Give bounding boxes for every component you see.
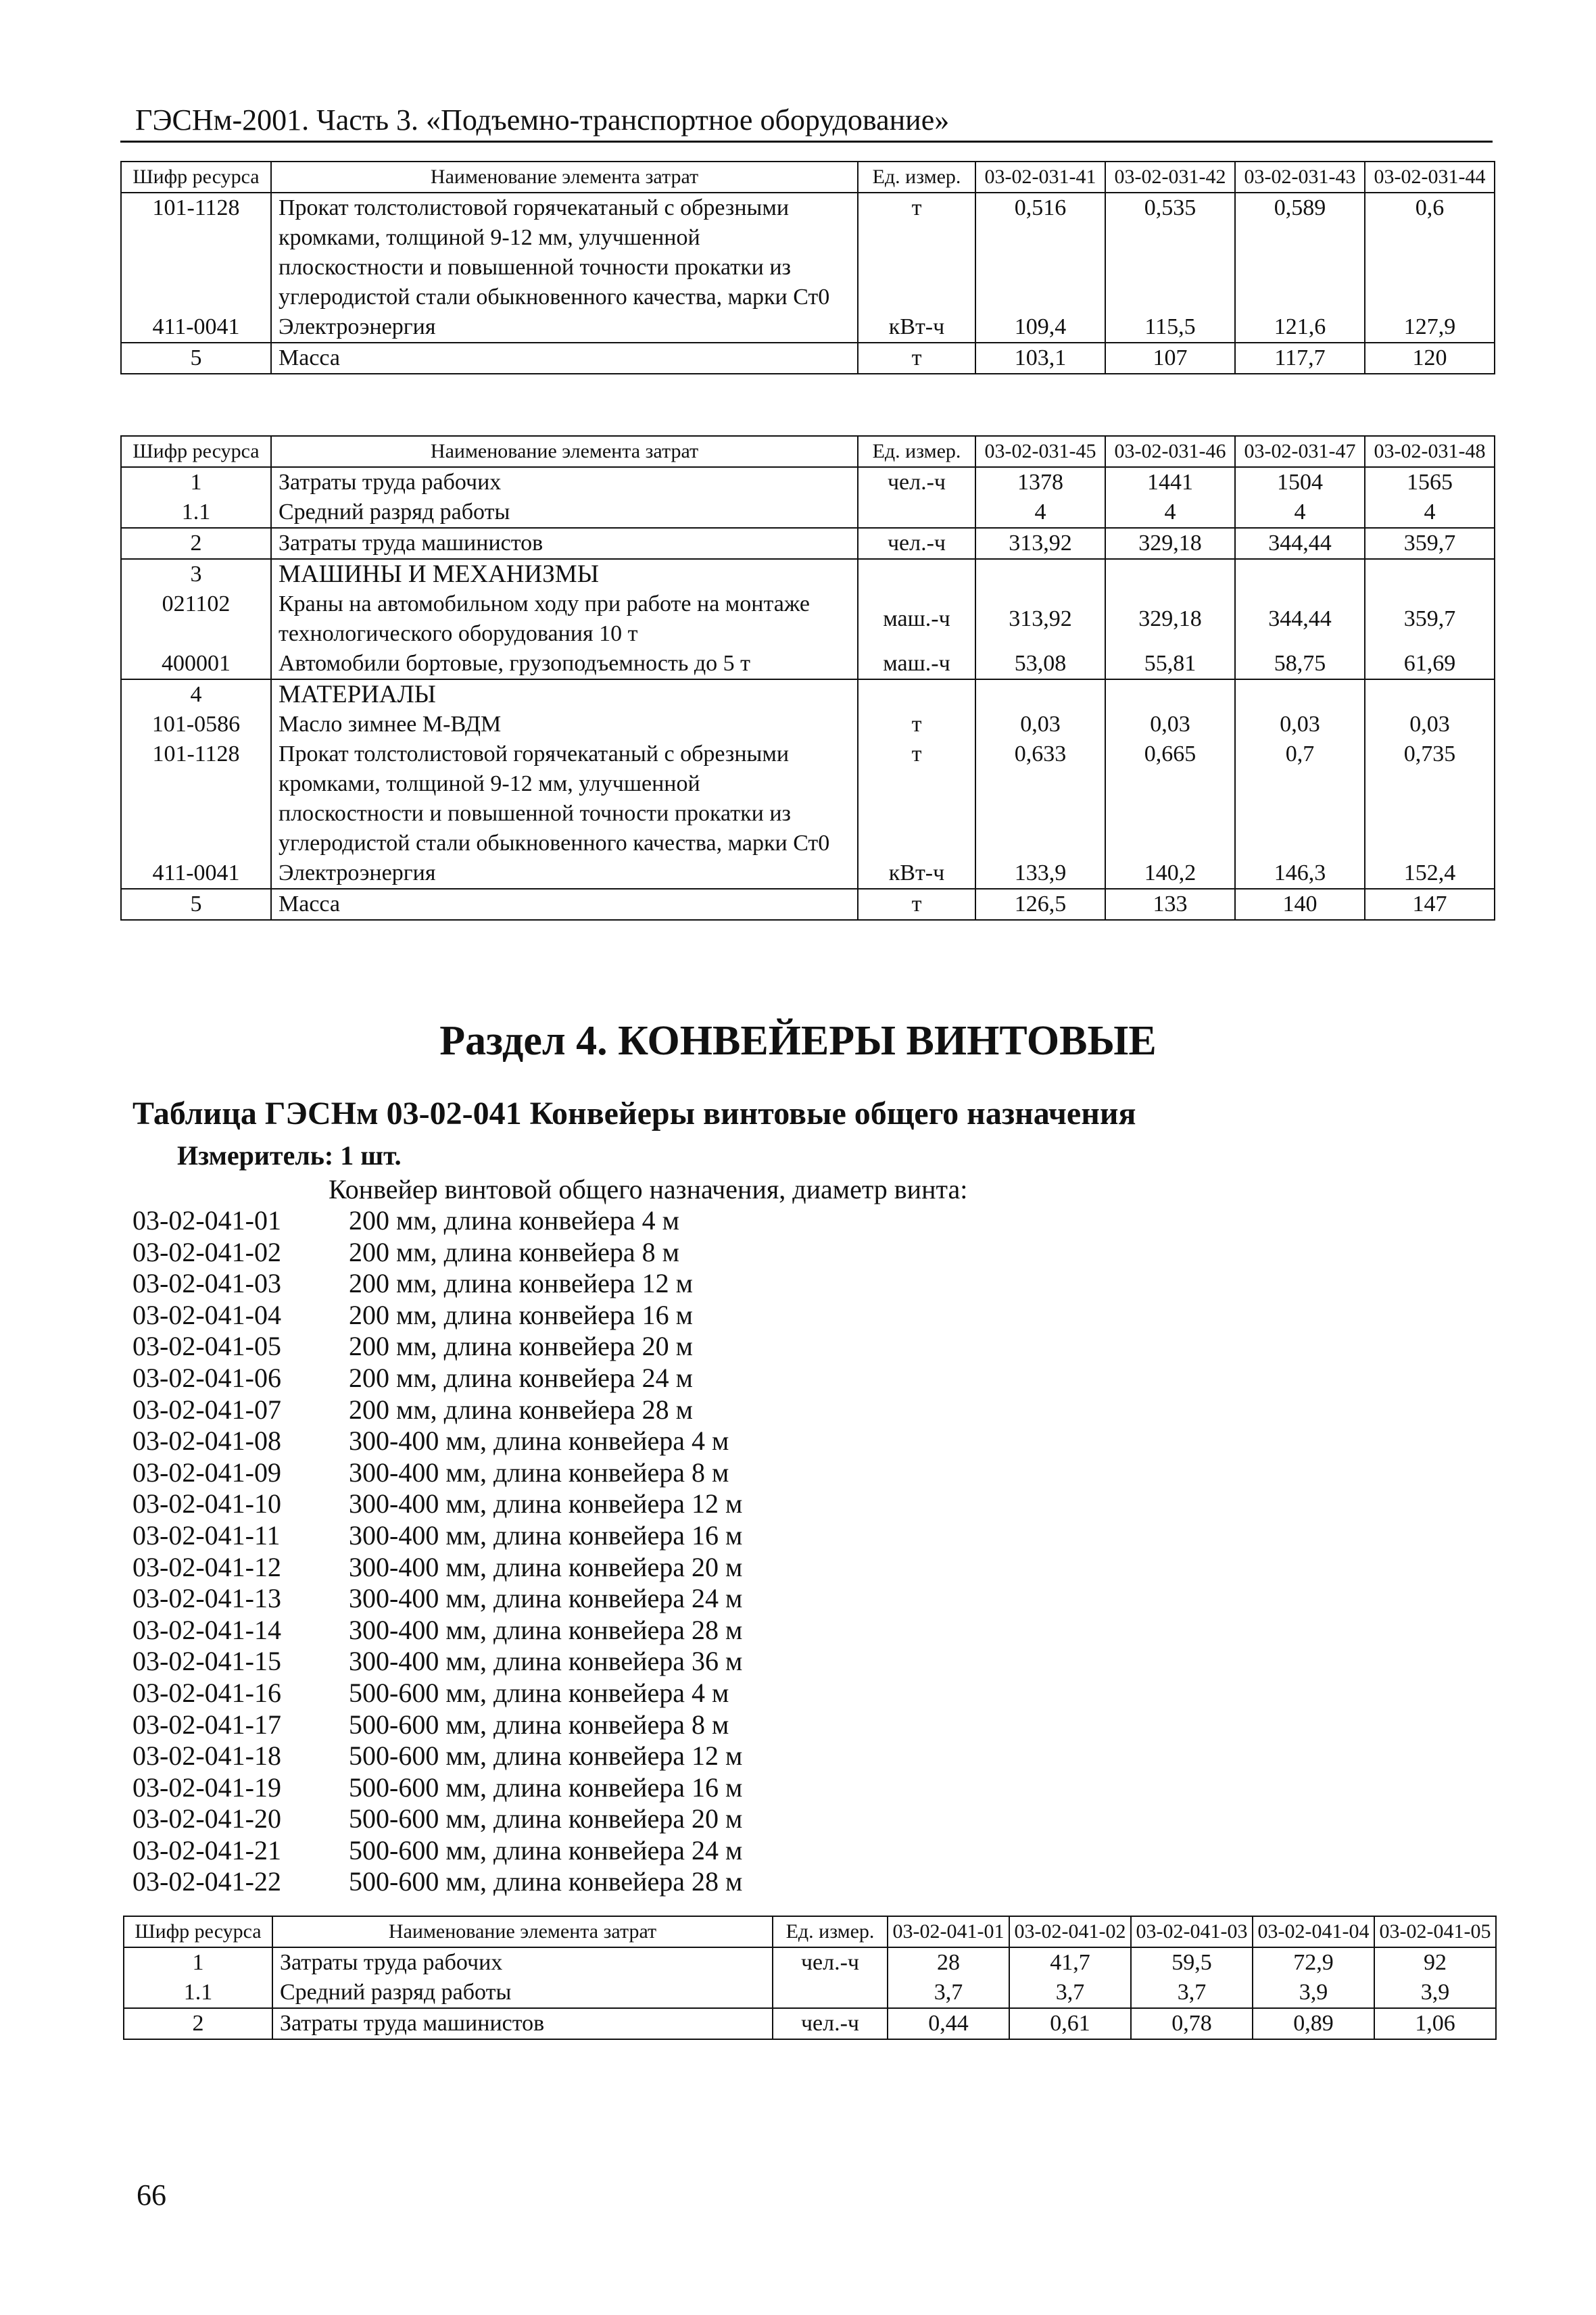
variant-code: 03-02-041-15 <box>132 1646 281 1677</box>
table-row <box>121 858 1495 889</box>
resource-code: 1 <box>124 1947 272 1978</box>
list-item <box>132 1646 742 1678</box>
cost-element: Затраты труда машинистов <box>272 2008 773 2039</box>
header-resource-code: Шифр ресурса <box>121 436 271 467</box>
unit: маш.-ч <box>858 589 975 649</box>
value <box>1365 559 1495 589</box>
value: 313,92 <box>975 528 1105 559</box>
variant-desc: 300-400 мм, длина конвейера 4 м <box>349 1425 729 1457</box>
variant-code: 03-02-041-18 <box>132 1740 281 1772</box>
value: 0,6 <box>1365 193 1495 312</box>
value: 61,69 <box>1365 649 1495 679</box>
value: 3,7 <box>888 1978 1009 2008</box>
value: 0,665 <box>1105 739 1235 858</box>
unit <box>858 679 975 710</box>
cost-element: Краны на автомобильном ходу при работе на монтаже технологического оборудования 10 т <box>271 589 858 649</box>
variant-desc: 500-600 мм, длина конвейера 16 м <box>349 1772 743 1803</box>
variant-code: 03-02-041-12 <box>132 1551 281 1582</box>
header-unit: Ед. измер. <box>858 162 975 193</box>
table-row <box>121 889 1495 920</box>
list-item <box>132 1457 742 1489</box>
value: 133,9 <box>975 858 1105 889</box>
value: 55,81 <box>1105 649 1235 679</box>
value: 0,589 <box>1235 193 1365 312</box>
resource-code: 1 <box>121 467 271 497</box>
value: 344,44 <box>1235 589 1365 649</box>
header-unit: Ед. измер. <box>858 436 975 467</box>
variant-desc: 300-400 мм, длина конвейера 8 м <box>349 1457 729 1488</box>
value: 28 <box>888 1947 1009 1978</box>
header-unit: Ед. измер. <box>773 1916 888 1947</box>
value: 0,7 <box>1235 739 1365 858</box>
variant-desc: 300-400 мм, длина конвейера 36 м <box>349 1646 743 1677</box>
variant-desc: 300-400 мм, длина конвейера 20 м <box>349 1551 743 1582</box>
unit: т <box>858 710 975 739</box>
value: 1441 <box>1105 467 1235 497</box>
value: 359,7 <box>1365 589 1495 649</box>
value: 0,03 <box>1235 710 1365 739</box>
header-col: 03-02-031-47 <box>1235 436 1365 467</box>
resource-code: 4 <box>121 679 271 710</box>
variant-list <box>132 1205 742 1898</box>
value: 126,5 <box>975 889 1105 920</box>
table-row <box>121 710 1495 739</box>
unit: т <box>858 739 975 858</box>
header-col: 03-02-041-01 <box>888 1916 1009 1947</box>
cost-element: Масло зимнее М-ВДМ <box>271 710 858 739</box>
variant-code: 03-02-041-20 <box>132 1803 281 1834</box>
value <box>1105 679 1235 710</box>
value: 3,7 <box>1009 1978 1131 2008</box>
table-section-row <box>121 679 1495 710</box>
unit: маш.-ч <box>858 649 975 679</box>
value: 329,18 <box>1105 528 1235 559</box>
value <box>975 559 1105 589</box>
value: 120 <box>1365 343 1495 374</box>
variant-code: 03-02-041-10 <box>132 1488 281 1519</box>
value <box>1365 679 1495 710</box>
table-row <box>121 589 1495 649</box>
value: 147 <box>1365 889 1495 920</box>
header-resource-code: Шифр ресурса <box>121 162 271 193</box>
list-item <box>132 1205 742 1237</box>
variant-code: 03-02-041-06 <box>132 1362 281 1393</box>
resource-code: 1.1 <box>121 497 271 528</box>
variant-code: 03-02-041-16 <box>132 1677 281 1708</box>
list-item <box>132 1363 742 1394</box>
variant-code: 03-02-041-11 <box>132 1519 281 1551</box>
value: 0,535 <box>1105 193 1235 312</box>
table-header-row <box>124 1916 1496 1947</box>
cost-table-031-41-44 <box>120 161 1495 374</box>
list-item <box>132 1866 742 1898</box>
variant-desc: 200 мм, длина конвейера 8 м <box>349 1236 679 1267</box>
unit <box>858 497 975 528</box>
list-item <box>132 1709 742 1741</box>
header-resource-code: Шифр ресурса <box>124 1916 272 1947</box>
cost-table-041-01-05 <box>123 1916 1497 2040</box>
variant-code: 03-02-041-14 <box>132 1614 281 1645</box>
variant-desc: 300-400 мм, длина конвейера 24 м <box>349 1583 743 1614</box>
value: 117,7 <box>1235 343 1365 374</box>
resource-code: 411-0041 <box>121 312 271 343</box>
value: 4 <box>1235 497 1365 528</box>
value: 115,5 <box>1105 312 1235 343</box>
table-row <box>124 1978 1496 2008</box>
variant-desc: 300-400 мм, длина конвейера 16 м <box>349 1519 743 1551</box>
variant-desc: 500-600 мм, длина конвейера 20 м <box>349 1803 743 1834</box>
value: 4 <box>1365 497 1495 528</box>
value: 0,735 <box>1365 739 1495 858</box>
header-cost-element: Наименование элемента затрат <box>271 436 858 467</box>
value: 4 <box>1105 497 1235 528</box>
list-item <box>132 1678 742 1709</box>
variant-code: 03-02-041-09 <box>132 1457 281 1488</box>
table-row <box>124 1947 1496 1978</box>
resource-code: 1.1 <box>124 1978 272 2008</box>
variant-desc: 500-600 мм, длина конвейера 4 м <box>349 1677 729 1708</box>
page-number: 66 <box>137 2178 166 2212</box>
value: 1,06 <box>1374 2008 1496 2039</box>
resource-code: 101-1128 <box>121 193 271 312</box>
value: 3,9 <box>1253 1978 1374 2008</box>
value: 1504 <box>1235 467 1365 497</box>
unit <box>773 1978 888 2008</box>
value: 0,03 <box>1365 710 1495 739</box>
value: 3,7 <box>1131 1978 1253 2008</box>
header-col: 03-02-031-41 <box>975 162 1105 193</box>
unit <box>858 559 975 589</box>
value: 127,9 <box>1365 312 1495 343</box>
header-col: 03-02-031-46 <box>1105 436 1235 467</box>
list-item <box>132 1520 742 1552</box>
value <box>1235 679 1365 710</box>
resource-code: 3 <box>121 559 271 589</box>
variant-code: 03-02-041-08 <box>132 1425 281 1457</box>
list-item <box>132 1740 742 1772</box>
table-section-row <box>121 559 1495 589</box>
value: 109,4 <box>975 312 1105 343</box>
variant-code: 03-02-041-13 <box>132 1583 281 1614</box>
header-col: 03-02-031-44 <box>1365 162 1495 193</box>
value: 72,9 <box>1253 1947 1374 1978</box>
table-row <box>121 528 1495 559</box>
list-item <box>132 1425 742 1457</box>
cost-element: Средний разряд работы <box>271 497 858 528</box>
table-row <box>121 467 1495 497</box>
list-item <box>132 1772 742 1804</box>
table-row <box>121 343 1495 374</box>
header-col: 03-02-031-45 <box>975 436 1105 467</box>
unit: чел.-ч <box>858 467 975 497</box>
value: 0,03 <box>975 710 1105 739</box>
value <box>975 679 1105 710</box>
variant-desc: 200 мм, длина конвейера 16 м <box>349 1299 693 1330</box>
value: 329,18 <box>1105 589 1235 649</box>
value: 0,633 <box>975 739 1105 858</box>
value: 0,89 <box>1253 2008 1374 2039</box>
value: 152,4 <box>1365 858 1495 889</box>
cost-element: Электроэнергия <box>271 858 858 889</box>
cost-element: Автомобили бортовые, грузоподъемность до 5 т <box>271 649 858 679</box>
table-row <box>121 739 1495 858</box>
cost-element: Прокат толстолистовой горячекатаный с обрезными кромками, толщиной 9-12 мм, улучшенной плоскостности и повышенной точности прокатки из углеродистой стали обыкновенного качества, марки Ст0 <box>271 739 858 858</box>
unit: чел.-ч <box>858 528 975 559</box>
value: 3,9 <box>1374 1978 1496 2008</box>
list-item <box>132 1237 742 1269</box>
header-col: 03-02-041-04 <box>1253 1916 1374 1947</box>
table-row <box>121 312 1495 343</box>
section-heading-materials: МАТЕРИАЛЫ <box>271 679 858 710</box>
variant-code: 03-02-041-05 <box>132 1331 281 1362</box>
resource-code: 101-0586 <box>121 710 271 739</box>
value: 0,44 <box>888 2008 1009 2039</box>
variant-desc: 300-400 мм, длина конвейера 12 м <box>349 1488 743 1519</box>
header-col: 03-02-031-48 <box>1365 436 1495 467</box>
list-item <box>132 1268 742 1300</box>
variant-desc: 500-600 мм, длина конвейера 8 м <box>349 1709 729 1740</box>
value: 4 <box>975 497 1105 528</box>
unit: т <box>858 889 975 920</box>
value <box>1105 559 1235 589</box>
table-row <box>121 497 1495 528</box>
unit: т <box>858 343 975 374</box>
variant-code: 03-02-041-07 <box>132 1394 281 1425</box>
list-item <box>132 1835 742 1867</box>
value: 1378 <box>975 467 1105 497</box>
unit: чел.-ч <box>773 1947 888 1978</box>
resource-code: 101-1128 <box>121 739 271 858</box>
value: 92 <box>1374 1947 1496 1978</box>
variants-intro: Конвейер винтовой общего назначения, диаметр винта: <box>329 1174 968 1204</box>
value: 0,516 <box>975 193 1105 312</box>
table-row <box>121 649 1495 679</box>
resource-code: 2 <box>121 528 271 559</box>
variant-code: 03-02-041-01 <box>132 1205 281 1236</box>
value: 344,44 <box>1235 528 1365 559</box>
value: 140 <box>1235 889 1365 920</box>
list-item <box>132 1615 742 1647</box>
cost-element: Прокат толстолистовой горячекатаный с обрезными кромками, толщиной 9-12 мм, улучшенной плоскостности и повышенной точности прокатки из углеродистой стали обыкновенного качества, марки Ст0 <box>271 193 858 312</box>
value: 103,1 <box>975 343 1105 374</box>
header-cost-element: Наименование элемента затрат <box>271 162 858 193</box>
list-item <box>132 1488 742 1520</box>
cost-element: Масса <box>271 343 858 374</box>
table-row <box>124 2008 1496 2039</box>
variant-code: 03-02-041-22 <box>132 1866 281 1897</box>
header-col: 03-02-031-43 <box>1235 162 1365 193</box>
cost-element: Затраты труда рабочих <box>272 1947 773 1978</box>
header-cost-element: Наименование элемента затрат <box>272 1916 773 1947</box>
resource-code: 5 <box>121 343 271 374</box>
list-item <box>132 1583 742 1615</box>
page-header: ГЭСНм-2001. Часть 3. «Подъемно-транспортное оборудование» <box>135 103 950 137</box>
variant-desc: 200 мм, длина конвейера 12 м <box>349 1268 693 1299</box>
variant-code: 03-02-041-04 <box>132 1299 281 1330</box>
value: 107 <box>1105 343 1235 374</box>
header-col: 03-02-031-42 <box>1105 162 1235 193</box>
list-item <box>132 1552 742 1584</box>
variant-desc: 300-400 мм, длина конвейера 28 м <box>349 1614 743 1645</box>
value: 121,6 <box>1235 312 1365 343</box>
value: 313,92 <box>975 589 1105 649</box>
list-item <box>132 1394 742 1426</box>
list-item <box>132 1300 742 1332</box>
variant-code: 03-02-041-17 <box>132 1709 281 1740</box>
cost-element: Затраты труда машинистов <box>271 528 858 559</box>
unit: т <box>858 193 975 312</box>
variant-desc: 200 мм, длина конвейера 24 м <box>349 1362 693 1393</box>
value: 53,08 <box>975 649 1105 679</box>
resource-code: 400001 <box>121 649 271 679</box>
value: 133 <box>1105 889 1235 920</box>
value: 140,2 <box>1105 858 1235 889</box>
resource-code: 2 <box>124 2008 272 2039</box>
section-heading-machines: МАШИНЫ И МЕХАНИЗМЫ <box>271 559 858 589</box>
value: 41,7 <box>1009 1947 1131 1978</box>
variant-desc: 500-600 мм, длина конвейера 28 м <box>349 1866 743 1897</box>
cost-element: Затраты труда рабочих <box>271 467 858 497</box>
variant-code: 03-02-041-03 <box>132 1268 281 1299</box>
cost-element: Масса <box>271 889 858 920</box>
value: 0,78 <box>1131 2008 1253 2039</box>
resource-code: 411-0041 <box>121 858 271 889</box>
variant-desc: 500-600 мм, длина конвейера 24 м <box>349 1834 743 1866</box>
variant-desc: 500-600 мм, длина конвейера 12 м <box>349 1740 743 1772</box>
header-col: 03-02-041-05 <box>1374 1916 1496 1947</box>
table-row <box>121 193 1495 312</box>
header-col: 03-02-041-02 <box>1009 1916 1131 1947</box>
value <box>1235 559 1365 589</box>
value: 1565 <box>1365 467 1495 497</box>
measure-unit: Измеритель: 1 шт. <box>177 1140 402 1171</box>
value: 0,61 <box>1009 2008 1131 2039</box>
header-col: 03-02-041-03 <box>1131 1916 1253 1947</box>
value: 58,75 <box>1235 649 1365 679</box>
value: 59,5 <box>1131 1947 1253 1978</box>
variant-desc: 200 мм, длина конвейера 20 м <box>349 1331 693 1362</box>
variant-code: 03-02-041-19 <box>132 1772 281 1803</box>
variant-code: 03-02-041-21 <box>132 1834 281 1866</box>
table-header-row <box>121 162 1495 193</box>
unit: кВт-ч <box>858 312 975 343</box>
section-title: Раздел 4. КОНВЕЙЕРЫ ВИНТОВЫЕ <box>439 1018 1157 1064</box>
variant-code: 03-02-041-02 <box>132 1236 281 1267</box>
unit: чел.-ч <box>773 2008 888 2039</box>
header-divider <box>120 141 1493 143</box>
table-title: Таблица ГЭСНм 03-02-041 Конвейеры винтовые общего назначения <box>132 1096 1136 1131</box>
unit: кВт-ч <box>858 858 975 889</box>
variant-desc: 200 мм, длина конвейера 4 м <box>349 1205 679 1236</box>
value: 359,7 <box>1365 528 1495 559</box>
value: 146,3 <box>1235 858 1365 889</box>
resource-code: 021102 <box>121 589 271 649</box>
cost-element: Средний разряд работы <box>272 1978 773 2008</box>
table-header-row <box>121 436 1495 467</box>
cost-element: Электроэнергия <box>271 312 858 343</box>
resource-code: 5 <box>121 889 271 920</box>
list-item <box>132 1331 742 1363</box>
cost-table-031-45-48 <box>120 435 1495 921</box>
list-item <box>132 1803 742 1835</box>
variant-desc: 200 мм, длина конвейера 28 м <box>349 1394 693 1425</box>
value: 0,03 <box>1105 710 1235 739</box>
